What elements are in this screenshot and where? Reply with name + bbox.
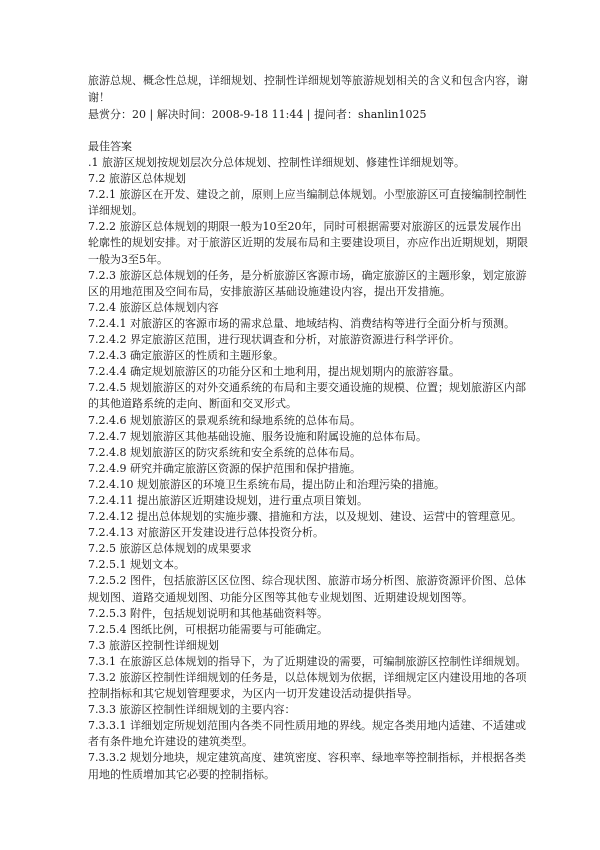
question-text: 旅游总规、概念性总规，详细规划、控制性详细规划等旅游规划相关的含义和包含内容，谢谢！	[88, 74, 528, 104]
answer-paragraph: 7.2.5.4 图纸比例，可根据功能需要与可能确定。	[88, 622, 328, 636]
answer-paragraph: .1 旅游区规划按规划层次分总体规划、控制性详细规划、修建性详细规划等。	[88, 156, 465, 169]
answer-paragraph: 7.2.4.6 规划旅游区的景观系统和绿地系统的总体布局。	[88, 413, 361, 427]
answer-paragraph: 7.2.5 旅游区总体规划的成果要求	[88, 542, 252, 556]
answer-paragraph: 7.2.4.13 对旅游区开发建设进行总体投资分析。	[88, 526, 324, 540]
answer-paragraph: 7.2.4.3 确定旅游区的性质和主题形象。	[88, 349, 284, 363]
answer-paragraph: 7.3.3 旅游区控制性详细规划的主要内容：	[88, 703, 296, 717]
answer-paragraph: 7.2.5.3 附件，包括规划说明和其他基础资料等。	[88, 606, 328, 620]
question-meta: 悬赏分：20 | 解决时间：2008-9-18 11:44 | 提问者：shanlin1025	[88, 108, 427, 121]
document-page	[88, 72, 528, 783]
answer-paragraph: 7.2.4.2 界定旅游区范围，进行现状调查和分析，对旅游资源进行科学评价。	[88, 333, 460, 347]
answer-paragraph: 7.2.4.1 对旅游区的客源市场的需求总量、地域结构、消费结构等进行全面分析与预测。	[88, 316, 515, 330]
answer-paragraph: 7.3.1 在旅游区总体规划的指导下，为了近期建设的需要，可编制旅游区控制性详细规划。	[88, 654, 527, 668]
answer-body	[88, 155, 528, 783]
answer-paragraph: 7.2.3 旅游区总体规划的任务，是分析旅游区客源市场，确定旅游区的主题形象，划定旅游区的用地范围及空间布局，安排旅游区基础设施建设内容，提出开发措施。	[88, 268, 527, 298]
answer-paragraph: 7.2.5.1 规划文本。	[88, 558, 185, 572]
answer-paragraph: 7.2.5.2 图件，包括旅游区区位图、综合现状图、旅游市场分析图、旅游资源评价图、总体规划图、道路交通规划图、功能分区图等其他专业规划图、近期建设规划图等。	[88, 574, 526, 604]
answer-paragraph: 7.2.4.7 规划旅游区其他基础设施、服务设施和附属设施的总体布局。	[88, 429, 427, 443]
answer-paragraph: 7.2.4.5 规划旅游区的对外交通系统的布局和主要交通设施的规模、位置；规划旅游区内部的其他道路系统的走向、断面和交叉形式。	[88, 381, 526, 411]
answer-paragraph: 7.2 旅游区总体规划	[88, 172, 186, 186]
best-answer-heading: 最佳答案	[88, 140, 132, 153]
answer-paragraph: 7.2.4.8 规划旅游区的防灾系统和安全系统的总体布局。	[88, 445, 361, 459]
answer-paragraph: 7.3 旅游区控制性详细规划	[88, 638, 219, 652]
answer-paragraph: 7.2.4.4 确定规划旅游区的功能分区和土地利用，提出规划期内的旅游容量。	[88, 365, 460, 379]
answer-paragraph: 7.3.3.2 规划分地块，规定建筑高度、建筑密度、容积率、绿地率等控制指标，并根据各类用地的性质增加其它必要的控制指标。	[88, 751, 526, 781]
answer-paragraph: 7.2.1 旅游区在开发、建设之前，原则上应当编制总体规划。小型旅游区可直接编制控制性详细规划。	[88, 188, 527, 218]
answer-paragraph: 7.2.2 旅游区总体规划的期限一般为10至20年，同时可根据需要对旅游区的远景发展作出轮廓性的规划安排。对于旅游区近期的发展布局和主要建设项目，亦应作出近期规划，期限一般为3至5年。	[88, 220, 528, 266]
answer-paragraph: 7.2.4.9 研究并确定旅游区资源的保护范围和保护措施。	[88, 461, 361, 475]
answer-paragraph: 7.2.4.10 规划旅游区的环境卫生系统布局，提出防止和治理污染的措施。	[88, 477, 445, 491]
answer-paragraph: 7.2.4 旅游区总体规划内容	[88, 300, 219, 314]
answer-paragraph: 7.3.3.1 详细划定所规划范围内各类不同性质用地的界线。规定各类用地内适建、不适建或者有条件地允许建设的建筑类型。	[88, 719, 526, 749]
answer-paragraph: 7.2.4.12 提出总体规划的实施步骤、措施和方法，以及规划、建设、运营中的管理意见。	[88, 510, 522, 524]
answer-paragraph: 7.2.4.11 提出旅游区近期建设规划，进行重点项目策划。	[88, 493, 368, 507]
answer-paragraph: 7.3.2 旅游区控制性详细规划的任务是，以总体规划为依据，详细规定区内建设用地的各项控制指标和其它规划管理要求，为区内一切开发建设活动提供指导。	[88, 671, 527, 701]
